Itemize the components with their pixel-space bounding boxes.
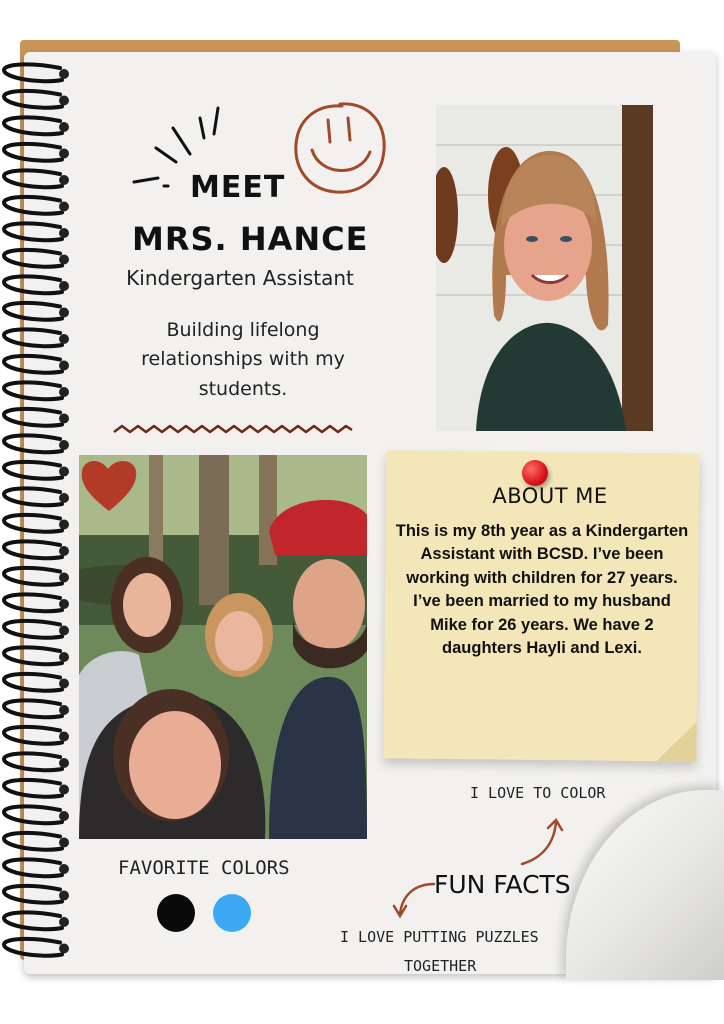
motto-text: Building lifelong relationships with my students. [141,319,345,400]
spiral-ring [4,939,62,956]
spiral-ring [4,568,62,585]
spiral-hole [59,811,69,821]
meet-heading: MEET [190,170,286,205]
spiral-ring [4,170,62,187]
spiral-ring [4,91,62,108]
spiral-ring [4,674,62,691]
arrow-left-icon [392,878,436,920]
spiral-ring [4,833,62,850]
spiral-hole [59,917,69,927]
spiral-hole [59,732,69,742]
spiral-ring [4,223,62,240]
spiral-ring [4,753,62,770]
spiral-ring [4,303,62,320]
spiral-hole [59,361,69,371]
spiral-ring [4,409,62,426]
spiral-ring [4,329,62,346]
spiral-hole [59,626,69,636]
spiral-hole [59,652,69,662]
arrow-up-icon [518,814,568,868]
spiral-ring [4,382,62,399]
spiral-ring [4,727,62,744]
spiral-hole [59,308,69,318]
color-swatch-blue [213,894,251,932]
spiral-ring [4,197,62,214]
spiral-hole [59,202,69,212]
spiral-ring [4,886,62,903]
spiral-binding [0,62,80,972]
spiral-hole [59,573,69,583]
spiral-hole [59,334,69,344]
fun-fact-color: I LOVE TO COLOR [470,784,606,802]
about-me-title: ABOUT ME [492,484,608,508]
color-swatch-black [157,894,195,932]
spiral-ring [4,541,62,558]
spiral-ring [4,276,62,293]
spiral-hole [59,149,69,159]
spiral-hole [59,705,69,715]
spiral-ring [4,859,62,876]
spiral-hole [59,493,69,503]
spiral-hole [59,255,69,265]
spiral-hole [59,891,69,901]
spiral-hole [59,281,69,291]
about-me-body: This is my 8th year as a Kindergarten Assistant with BCSD. I’ve been working with children for 27 years. I’ve been married to my husband Mike for 26 years. We have 2 daughters Hayli and Lexi. [395,522,689,658]
spiral-hole [59,414,69,424]
spiral-hole [59,785,69,795]
spiral-hole [59,599,69,609]
spiral-ring [4,647,62,664]
teacher-name: MRS. HANCE [132,220,369,258]
spiral-hole [59,467,69,477]
spiral-hole [59,69,69,79]
spiral-ring [4,64,62,81]
spiral-hole [59,679,69,689]
spiral-hole [59,520,69,530]
spiral-ring [4,912,62,929]
spiral-ring [4,250,62,267]
spiral-hole [59,122,69,132]
spiral-hole [59,387,69,397]
spiral-ring [4,462,62,479]
spiral-hole [59,758,69,768]
spiral-hole [59,440,69,450]
spiral-ring [4,144,62,161]
spiral-ring [4,621,62,638]
spiral-ring [4,488,62,505]
spiral-hole [59,864,69,874]
spiral-hole [59,228,69,238]
spiral-ring [4,700,62,717]
spiral-hole [59,546,69,556]
fun-fact-puzzles-line1: I LOVE PUTTING PUZZLES [340,928,539,946]
spiral-hole [59,838,69,848]
heart-icon [78,455,140,515]
spiral-hole [59,96,69,106]
push-pin-icon [522,460,548,486]
spiral-hole [59,175,69,185]
teacher-role: Kindergarten Assistant [126,266,354,290]
spiral-ring [4,435,62,452]
spiral-ring [4,117,62,134]
spiral-ring [4,594,62,611]
spiral-ring [4,806,62,823]
spiral-hole [59,944,69,954]
spiral-ring [4,356,62,373]
portrait-photo [436,105,653,431]
spiral-ring [4,780,62,797]
fun-facts-heading: FUN FACTS [434,870,571,899]
spiral-ring [4,515,62,532]
smiley-face-icon [290,98,390,198]
fun-fact-puzzles-line2: TOGETHER [404,957,477,975]
favorite-colors-label: FAVORITE COLORS [118,857,290,879]
zigzag-divider [112,420,354,440]
note-fold [656,721,696,761]
